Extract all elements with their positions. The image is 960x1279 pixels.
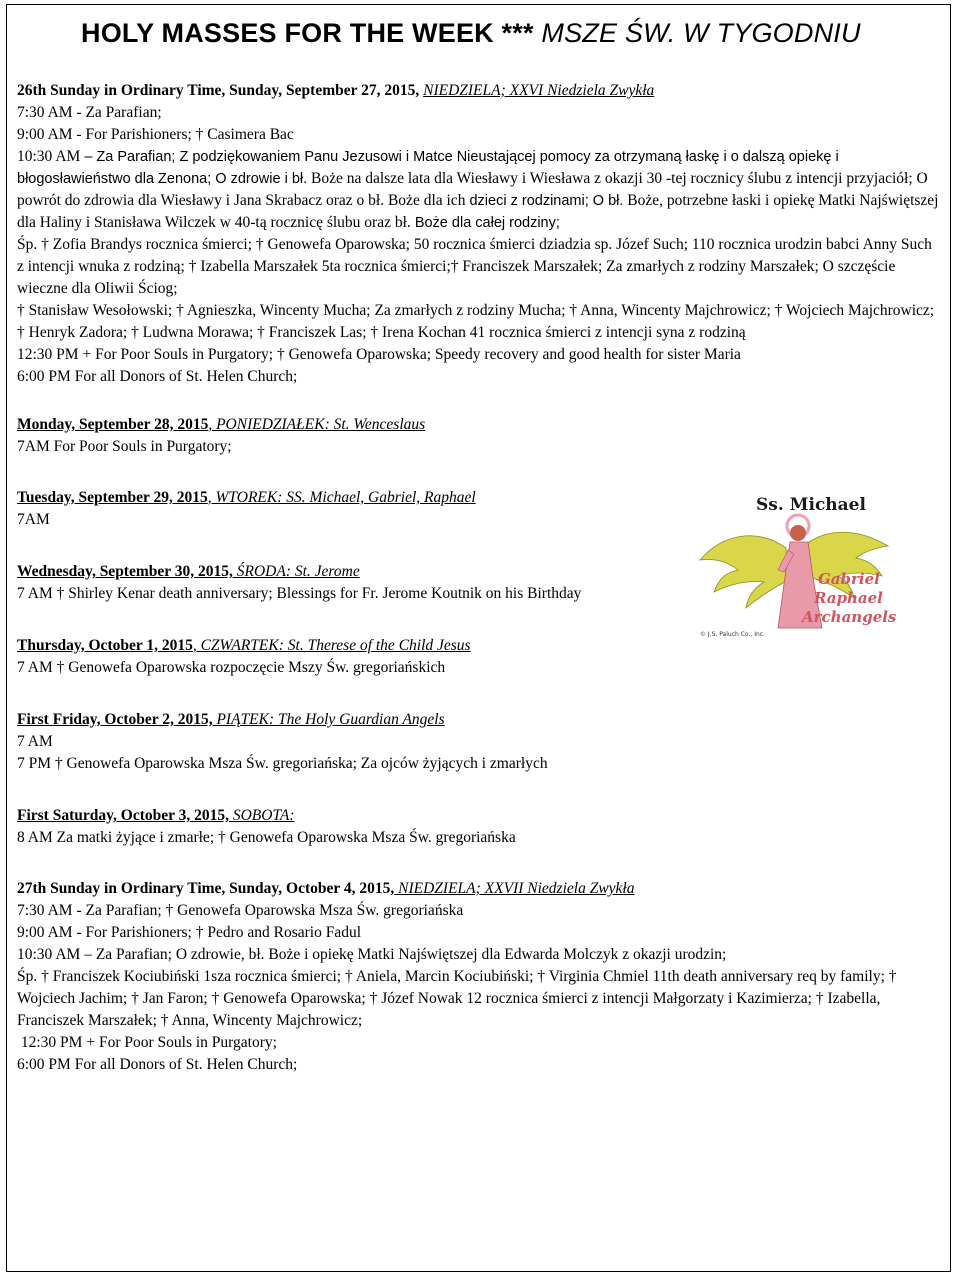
illustration-title: Ss. Michael xyxy=(756,495,866,515)
day-heading-polish: NIEDZIELA; XXVI Niedziela Zwykła xyxy=(423,82,655,99)
day-heading-text: First Saturday, October 3, 2015, xyxy=(17,807,229,824)
left-wing-shape xyxy=(700,536,788,608)
mass-line xyxy=(17,1032,942,1054)
sunday-oct-4-heading xyxy=(17,878,942,900)
mass-time: 7AM xyxy=(17,438,50,455)
intention-text: + For Poor Souls in Purgatory; † Genowefa Oparowska; Speedy recovery and good health for sister Maria xyxy=(78,346,741,363)
sunday-sep-27-section xyxy=(17,80,942,388)
name-raphael: Raphael xyxy=(814,589,883,607)
mass-time: 6:00 PM xyxy=(17,1056,71,1073)
intention-text: + For Poor Souls in Purgatory; xyxy=(82,1034,277,1051)
intention-text: - For Parishioners; † Pedro and Rosario Fadul xyxy=(72,924,362,941)
mass-line xyxy=(17,731,942,753)
intention-text: For all Donors of St. Helen Church; xyxy=(70,368,298,385)
mass-line xyxy=(17,827,942,849)
mass-time: 10:30 AM xyxy=(17,946,81,963)
head-shape xyxy=(790,525,806,541)
day-heading-text: 26th Sunday in Ordinary Time, Sunday, September 27, 2015, xyxy=(17,82,420,99)
mass-time: 8 AM xyxy=(17,829,53,846)
mass-line: 7:30 AM - Za Parafian; xyxy=(17,104,162,121)
day-heading-text: Wednesday, September 30, 2015, xyxy=(17,563,233,580)
mass-line xyxy=(17,900,942,922)
mass-time: 7 AM xyxy=(17,585,53,602)
mass-time: 10:30 AM xyxy=(17,148,81,165)
day-heading-text: 27th Sunday in Ordinary Time, Sunday, October 4, 2015, xyxy=(17,880,395,897)
name-archangels: Archangels xyxy=(802,608,897,626)
mass-time: 6:00 PM xyxy=(17,368,71,385)
day-heading-polish: , PONIEDZIAŁEK: St. Wenceslaus xyxy=(208,416,426,433)
intention-text: Boże, potrzebne łaski i opiekę Matki Najświętszej dla Haliny i Stanisława Wilczek w 40-tą rocznicę ślubu oraz bł. xyxy=(17,192,939,231)
mass-line: 9:00 AM - For Parishioners; † Casimera Bac xyxy=(17,126,294,143)
page-title-english: HOLY MASSES FOR THE WEEK *** xyxy=(81,18,534,48)
mass-time: 7 PM xyxy=(17,755,52,772)
day-heading-polish: , CZWARTEK: St. Therese of the Child Jesus xyxy=(192,637,471,654)
page-title xyxy=(81,14,942,52)
illustration-credit: © J.S. Paluch Co., Inc. xyxy=(700,631,765,638)
day-heading-text: Monday, September 28, 2015 xyxy=(17,416,209,433)
intention-text: Boże na dalsze lata dla Wiesławy i Wiesława z okazji 30 -tej rocznicy ślubu z intencji przyjaciół; O powrót do zdrowia dla Wiesławy i Jana Skrabacz oraz o bł. Boże dla ich xyxy=(17,170,928,209)
mass-time: 7:30 AM xyxy=(17,902,73,919)
sunday-oct-4-section xyxy=(17,878,942,1076)
sunday-sep-27-heading xyxy=(17,80,942,102)
intention-text: † Genowefa Oparowska rozpoczęcie Mszy Św. gregoriańskich xyxy=(52,659,446,676)
intention-text: † Shirley Kenar death anniversary; Blessings for Fr. Jerome Koutnik on his Birthday xyxy=(52,585,582,602)
monday-section xyxy=(17,414,942,458)
mass-time: 7AM xyxy=(17,511,50,528)
day-heading-text: First Friday, October 2, 2015, xyxy=(17,711,213,728)
day-heading-text: Tuesday, September 29, 2015 xyxy=(17,489,208,506)
mass-time: 12:30 PM xyxy=(20,1034,83,1051)
intention-text: For all Donors of St. Helen Church; xyxy=(70,1056,298,1073)
mass-time: 9:00 AM xyxy=(17,924,73,941)
mass-line xyxy=(17,944,942,966)
mass-line xyxy=(17,657,942,679)
friday-heading xyxy=(17,709,942,731)
mass-line xyxy=(17,922,942,944)
intention-text: dzieci z rodzinami; O bł. xyxy=(465,193,624,209)
intention-text: - Za Parafian; † Genowefa Oparowska Msza Św. gregoriańska xyxy=(72,902,464,919)
mass-time: 12:30 PM xyxy=(17,346,79,363)
intention-text: – Za Parafian; Z podziękowaniem Panu Jezusowi i Matce Nieustającej pomocy za otrzymaną łaskę i o dalszą opiekę i błogosławieństwo dla Zenona; O zdrowie i bł. xyxy=(17,149,839,187)
day-heading-polish: ŚRODA: St. Jerome xyxy=(232,563,360,580)
monday-heading xyxy=(17,414,942,436)
intention-text: For Poor Souls in Purgatory; xyxy=(49,438,232,455)
day-heading-polish: , WTOREK: SS. Michael, Gabriel, Raphael xyxy=(207,489,476,506)
mass-time: 7 AM xyxy=(17,733,53,750)
name-gabriel: Gabriel xyxy=(818,570,880,588)
mass-line: † Stanisław Wesołowski; † Agnieszka, Wincenty Mucha; Za zmarłych z rodziny Mucha; † Anna, Wincenty Majchrowicz; † Wojciech Majchrowicz; † Henryk Zadora; † Ludwna Morawa; † Franciszek Las; † Irena Kochan 41 rocznica śmierci z intencji syna z rodziną xyxy=(17,302,935,341)
thursday-section xyxy=(17,635,942,679)
day-heading-polish: SOBOTA: xyxy=(228,807,295,824)
mass-line xyxy=(17,366,942,388)
mass-line xyxy=(17,1054,942,1076)
mass-line-long xyxy=(17,146,942,234)
mass-line xyxy=(17,344,942,366)
mass-line: Śp. † Franciszek Kociubiński 1sza rocznica śmierci; † Aniela, Marcin Kociubiński; † Virginia Chmiel 11th death anniversary req by family; † Wojciech Jachim; † Jan Faron; † Genowefa Oparowska; † Józef Nowak 12 rocznica śmierci z intencji Małgorzaty i Kazimierza; † Izabella, Franciszek Marszałek; † Anna, Wincenty Majchrowicz; xyxy=(17,968,897,1029)
intention-text: – Za Parafian; O zdrowie, bł. Boże i opiekę Matki Najświętszej dla Edwarda Molczyk z okazji urodzin; xyxy=(80,946,727,963)
mass-line xyxy=(17,753,942,775)
page-title-polish: MSZE ŚW. W TYGODNIU xyxy=(541,18,861,48)
intention-text: Boże dla całej rodziny; xyxy=(410,215,560,231)
intention-text: † Genowefa Oparowska Msza Św. gregoriańska; Za ojców żyjących i zmarłych xyxy=(51,755,548,772)
mass-line xyxy=(17,436,942,458)
saturday-section xyxy=(17,805,942,849)
day-heading-polish: PIĄTEK: The Holy Guardian Angels xyxy=(212,711,445,728)
friday-section xyxy=(17,709,942,775)
day-heading-text: Thursday, October 1, 2015 xyxy=(17,637,193,654)
archangels-illustration xyxy=(698,488,898,640)
mass-line: Śp. † Zofia Brandys rocznica śmierci; † Genowefa Oparowska; 50 rocznica śmierci dziadzia sp. Józef Such; 110 rocznica urodzin babci Anny Such z intencji wnuka z rodziną; † Izabella Marszałek 5ta rocznica śmierci;† Franciszek Marszałek; Za zmarłych z rodziny Marszałek; O szczęście wieczne dla Oliwii Ściog; xyxy=(17,236,932,297)
intention-text: Za matki żyjące i zmarłe; † Genowefa Oparowska Msza Św. gregoriańska xyxy=(52,829,516,846)
saturday-heading xyxy=(17,805,942,827)
day-heading-polish: NIEDZIELA; XXVII Niedziela Zwykła xyxy=(394,880,635,897)
mass-time: 7 AM xyxy=(17,659,53,676)
